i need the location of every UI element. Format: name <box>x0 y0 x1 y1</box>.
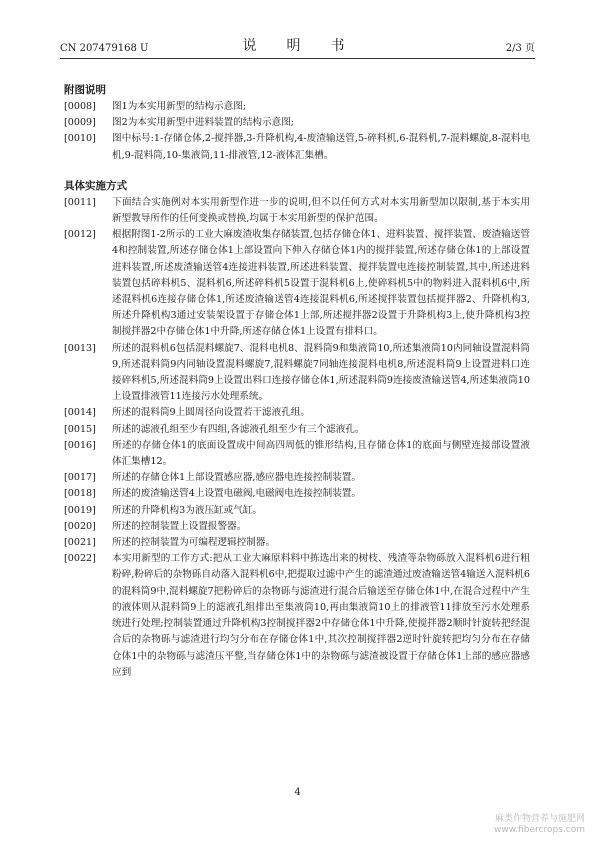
paragraph-text: 下面结合实施例对本实用新型作进一步的说明,但不以任何方式对本实用新型加以限制,基于本实用新型教导所作的任何变换或替换,均属于本实用新型的保护范围。 <box>112 196 530 225</box>
paragraph-text: 图中标号:1-存储仓体,2-搅拌器,3-升降机构,4-废渣输送管,5-碎料机,6-混料机,7-混料螺旋,8-混料电机,9-混料筒,10-集液筒,11-排液管,12-液体汇集槽。 <box>112 133 530 161</box>
paragraph-text: 图1为本实用新型的结构示意图; <box>112 101 247 112</box>
paragraph-number: [0012] <box>64 229 96 241</box>
paragraph-number: [0008] <box>64 101 96 112</box>
paragraph <box>64 535 530 551</box>
paragraph <box>64 438 530 470</box>
paragraph-number: [0020] <box>64 520 96 532</box>
paragraph-number: [0011] <box>64 196 96 208</box>
document-title: 说 明 书 <box>242 38 353 54</box>
paragraph <box>64 519 530 535</box>
paragraph-text: 所述的存储仓体1上部设置感应器,感应器电连接控制装置。 <box>112 472 361 484</box>
paragraph <box>64 115 530 131</box>
paragraph <box>64 99 530 115</box>
paragraph <box>64 131 530 163</box>
paragraph <box>64 341 530 406</box>
paragraph-text: 所述的废渣输送管4上设置电磁阀,电磁阀电连接控制装置。 <box>112 488 361 500</box>
page-number: 4 <box>294 787 301 798</box>
paragraph-text: 图2为本实用新型中进料装置的结构示意图; <box>112 117 295 129</box>
paragraph-text: 所述的滤液孔组至少有四组,各滤液孔组至少有三个滤液孔。 <box>112 423 365 435</box>
paragraph-text: 所述的升降机构3为液压缸或气缸。 <box>112 504 263 516</box>
paragraph-number: [0019] <box>64 504 96 516</box>
paragraph-number: [0016] <box>64 439 96 451</box>
paragraph-text: 所述的混料机6包括混料螺旋7、混料电机8、混料筒9和集液筒10,所述集液筒10内同轴设置混料筒9,所述混料筒9内同轴设置混料螺旋7,混料螺旋7同轴连接混料电机8,所述混料筒9上设置进料口连接碎料机5,所述混料筒9上设置出料口连接存储仓体1,所述混料筒9连接废渣输送管4,所述集液筒10上设置排液管11连接污水处理系统。 <box>112 342 530 403</box>
paragraph-text: 所述的控制装置上设置报警器。 <box>112 520 247 532</box>
figures-paragraphs <box>64 99 530 164</box>
watermark-line1: 麻类作物营养与施肥网 <box>494 814 585 824</box>
paragraph-text: 本实用新型的工作方式:把从工业大麻原料料中拣选出来的树枝、残渣等杂物砾放入混料机6进行粗粉碎,粉碎后的杂物砾自动落入混料机6中,把提取过滤中产生的滤渣通过废渣输送管4输送入混料机6的混料筒9中,混料螺旋7把粉碎后的杂物砾与滤渣进行混合后输送至存储仓体1中,在混合过程中产生的液体则从混料筒9上的滤液孔组排出至集液筒10,再由集液筒10上的排液管11排放至污水处理系统进行处理;控制装置通过升降机构3控制搅拌器2中存储仓体1中升降,使搅拌器2顺时针旋转把经混合后的杂物砾与滤渣进行均匀分布在存储仓体1中,其次控制搅拌器2逆时针旋转把均匀分布在存储仓体1中的杂物砾与滤渣压平整,当存储仓体1中的杂物砾与滤渣被设置于存储仓体1上部的感应器感应到 <box>112 553 530 678</box>
page-indicator: 2/3 页 <box>505 43 535 54</box>
paragraph-number: [0017] <box>64 472 96 484</box>
section-title-embodiment: 具体实施方式 <box>64 179 127 192</box>
paragraph <box>64 422 530 438</box>
document-number: CN 207479168 U <box>60 43 149 54</box>
paragraph <box>64 470 530 486</box>
paragraph <box>64 195 530 227</box>
paragraph <box>64 551 530 681</box>
paragraph <box>64 486 530 502</box>
paragraph-number: [0018] <box>64 488 96 500</box>
page-header <box>60 36 535 59</box>
embodiment-paragraphs <box>64 195 530 681</box>
paragraph-number: [0014] <box>64 407 96 419</box>
paragraph-text: 根据附图1-2所示的工业大麻废渣收集存储装置,包括存储仓体1、进料装置、搅拌装置、废渣输送管4和控制装置,所述存储仓体1上部设置向下伸入存储仓体1内的搅拌装置,所述存储仓体1的上部设置进料装置,所述废渣输送管4连接进料装置,所述进料装置、搅拌装置电连接控制装置,其中,所述进料装置包括碎料机5、混料机6,所述碎料机5设置于混料机6上,使碎料机5中的物料进入混料机6中,所述混料机6连接存储仓体1,所述废渣输送管4连接混料机6,所述搅拌装置包括搅拌器2、升降机构3,所述升降机构3通过安装架设置于存储仓体1上部,所述搅拌器2设置于升降机构3上,使升降机构3控制搅拌器2中存储仓体1中升降,所述存储仓体1上设置有排料口。 <box>112 229 530 338</box>
watermark <box>494 814 585 836</box>
paragraph-number: [0013] <box>64 342 96 354</box>
paragraph-text: 所述的混料筒9上圆周径向设置若干滤液孔组。 <box>112 407 310 419</box>
paragraph-number: [0009] <box>64 117 96 129</box>
document-body <box>64 82 530 681</box>
paragraph-number: [0010] <box>64 133 96 145</box>
paragraph-text: 所述的存储仓体1的底面设置成中间高四周低的锥形结构,且存储仓体1的底面与侧壁连接部设置液体汇集槽12。 <box>112 439 530 468</box>
section-title-figures: 附图说明 <box>64 84 106 96</box>
paragraph-number: [0022] <box>64 553 96 565</box>
paragraph-number: [0021] <box>64 537 96 549</box>
paragraph <box>64 503 530 519</box>
paragraph <box>64 227 530 340</box>
paragraph-number: [0015] <box>64 423 96 435</box>
paragraph-text: 所述的控制装置为可编程逻辑控制器。 <box>112 537 276 549</box>
watermark-line2: www.fibercrops.com <box>494 825 585 835</box>
paragraph <box>64 405 530 421</box>
